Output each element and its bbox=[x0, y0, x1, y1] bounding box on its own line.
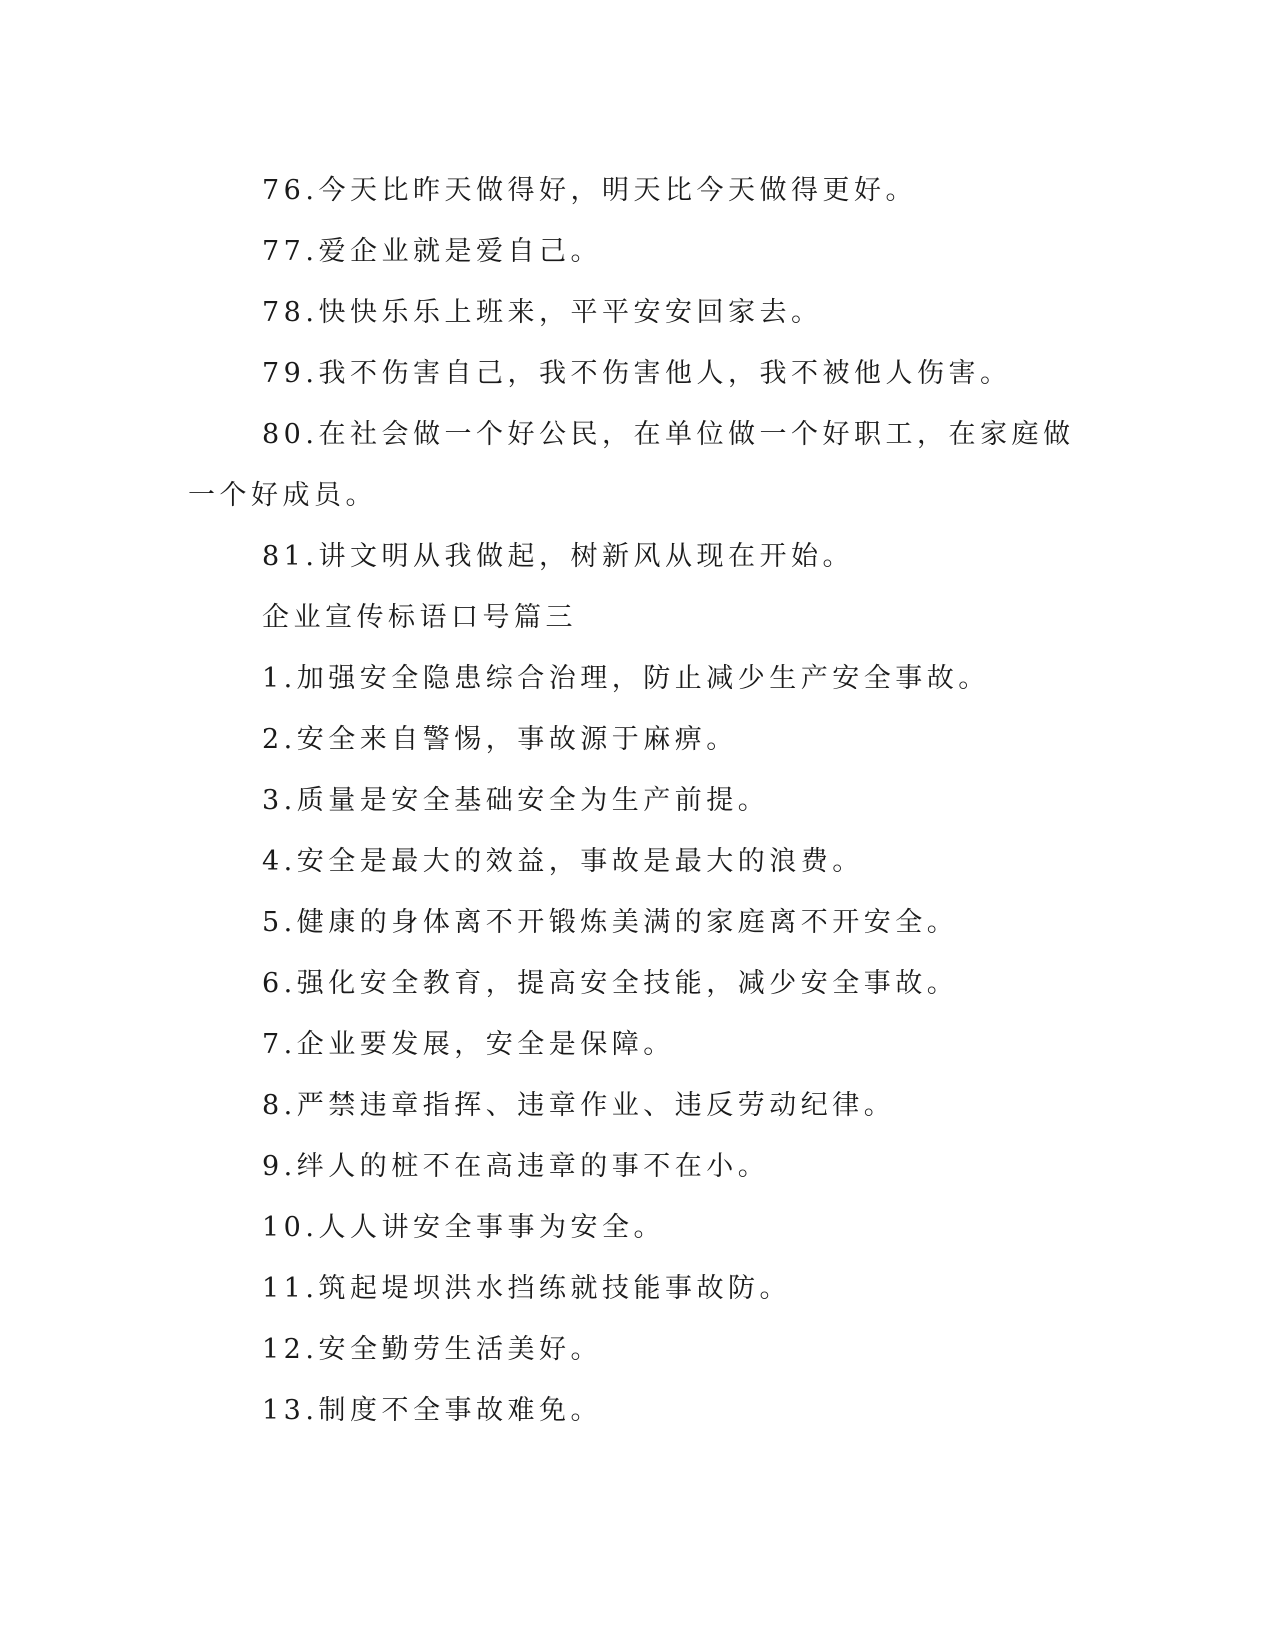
list-item: 12.安全勤劳生活美好。 bbox=[262, 1334, 602, 1365]
paragraph-80: 80.在社会做一个好公民，在单位做一个好职工，在家庭做一个好成员。 bbox=[188, 419, 1075, 511]
list-item: 6.强化安全教育，提高安全技能，减少安全事故。 bbox=[262, 968, 959, 999]
paragraph-79: 79.我不伤害自己，我不伤害他人，我不被他人伤害。 bbox=[262, 358, 1012, 389]
list-item: 11.筑起堤坝洪水挡练就技能事故防。 bbox=[262, 1273, 791, 1304]
list-item: 9.绊人的桩不在高违章的事不在小。 bbox=[262, 1151, 770, 1182]
paragraph-81: 81.讲文明从我做起，树新风从现在开始。 bbox=[262, 541, 854, 572]
list-item: 2.安全来自警惕，事故源于麻痹。 bbox=[262, 724, 738, 755]
paragraph-78: 78.快快乐乐上班来，平平安安回家去。 bbox=[262, 297, 823, 328]
list-item: 13.制度不全事故难免。 bbox=[262, 1395, 602, 1426]
list-item: 10.人人讲安全事事为安全。 bbox=[262, 1212, 665, 1243]
list-item: 5.健康的身体离不开锻炼美满的家庭离不开安全。 bbox=[262, 907, 959, 938]
list-item: 3.质量是安全基础安全为生产前提。 bbox=[262, 785, 770, 816]
list-item: 4.安全是最大的效益，事故是最大的浪费。 bbox=[262, 846, 864, 877]
section-heading: 企业宣传标语口号篇三 bbox=[262, 602, 577, 633]
paragraph-76: 76.今天比昨天做得好，明天比今天做得更好。 bbox=[262, 175, 917, 206]
list-item: 7.企业要发展，安全是保障。 bbox=[262, 1029, 675, 1060]
document-body bbox=[188, 160, 1088, 1441]
list-item: 1.加强安全隐患综合治理，防止减少生产安全事故。 bbox=[262, 663, 990, 694]
paragraph-77: 77.爱企业就是爱自己。 bbox=[262, 236, 602, 267]
list-item: 8.严禁违章指挥、违章作业、违反劳动纪律。 bbox=[262, 1090, 896, 1121]
